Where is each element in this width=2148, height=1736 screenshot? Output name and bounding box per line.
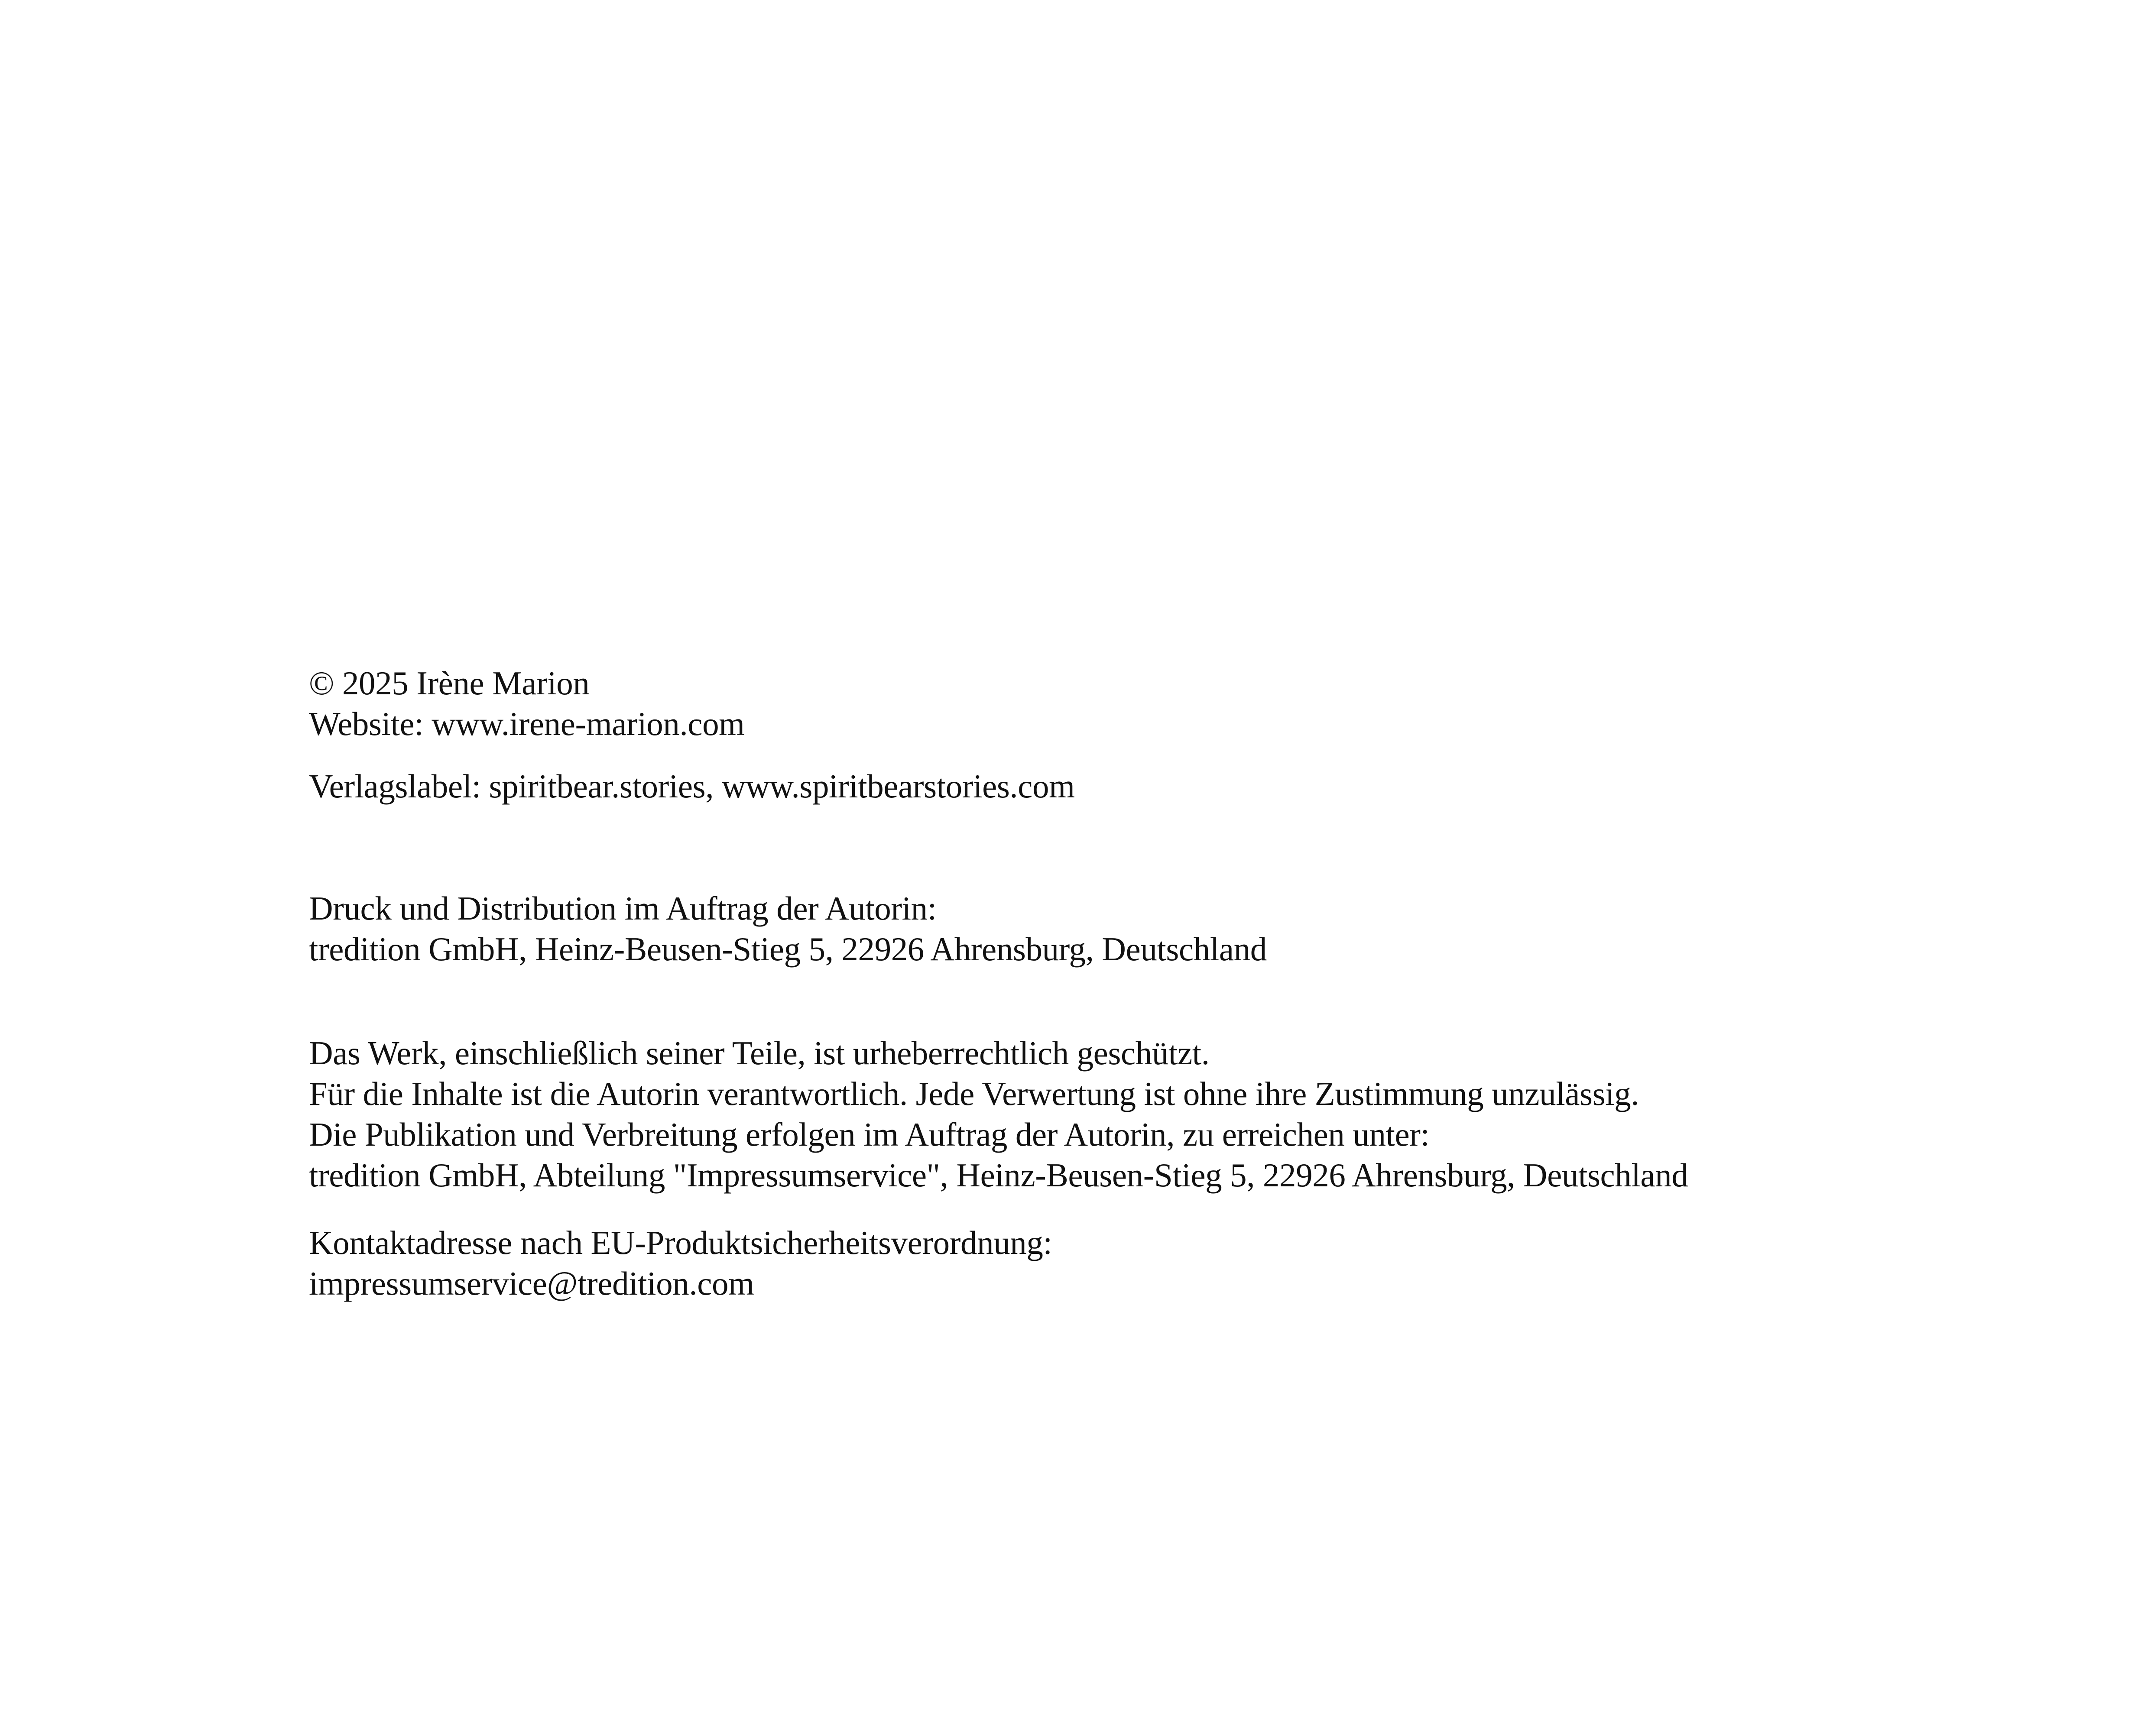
legal-line-publication: Die Publikation und Verbreitung erfolgen im Auftrag der Autorin, zu erreichen unter: [309, 1116, 1430, 1153]
legal-notice-block [309, 1033, 2085, 1195]
contact-email: impressumservice@tredition.com [309, 1265, 754, 1302]
contact-heading: Kontaktadresse nach EU-Produktsicherheitsverordnung: [309, 1224, 1052, 1261]
imprint-page [309, 663, 2085, 1304]
print-distribution-heading: Druck und Distribution im Auftrag der Autorin: [309, 890, 937, 927]
print-distribution-address: tredition GmbH, Heinz-Beusen-Stieg 5, 22926 Ahrensburg, Deutschland [309, 930, 1267, 968]
copyright-block [309, 663, 2085, 744]
publisher-label-block [309, 766, 2085, 806]
legal-line-copyright-protection: Das Werk, einschließlich seiner Teile, ist urheberrechtlich geschützt. [309, 1034, 1210, 1072]
copyright-line: © 2025 Irène Marion [309, 664, 590, 702]
publisher-label-line: Verlagslabel: spiritbear.stories, www.spiritbearstories.com [309, 768, 1075, 805]
website-line: Website: www.irene-marion.com [309, 705, 745, 742]
legal-line-responsibility: Für die Inhalte ist die Autorin verantwortlich. Jede Verwertung ist ohne ihre Zustimmung unzulässig. [309, 1075, 1639, 1112]
contact-block [309, 1222, 2085, 1304]
print-distribution-block [309, 888, 2085, 969]
legal-line-address: tredition GmbH, Abteilung "Impressumservice", Heinz-Beusen-Stieg 5, 22926 Ahrensburg, Deutschland [309, 1156, 1688, 1194]
